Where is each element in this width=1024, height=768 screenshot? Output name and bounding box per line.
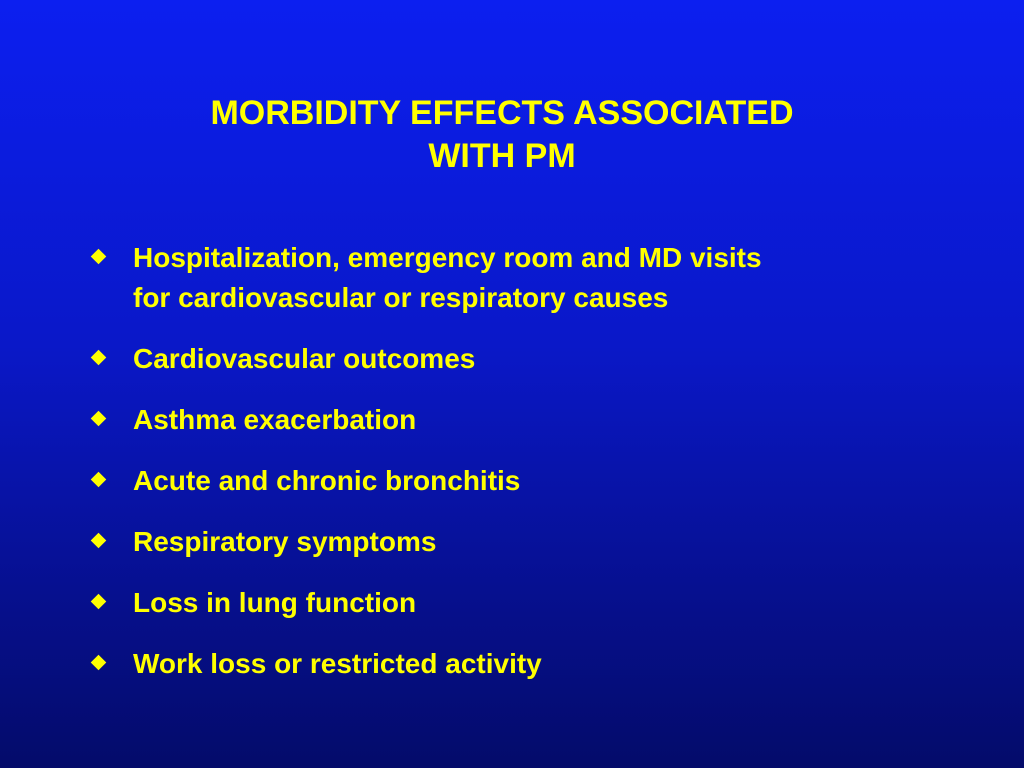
diamond-bullet-icon <box>91 533 107 549</box>
bullet-text-line: Asthma exacerbation <box>133 404 417 435</box>
bullet-item-asthma <box>88 400 948 440</box>
bullet-item-work-loss <box>88 644 948 684</box>
bullet-text-line: Cardiovascular outcomes <box>133 343 476 374</box>
diamond-bullet-icon <box>91 594 107 610</box>
diamond-bullet-icon <box>91 249 107 265</box>
bullet-text-line: for cardiovascular or respiratory causes <box>133 282 669 313</box>
bullet-item-respiratory-symptoms <box>88 522 948 562</box>
bullet-list <box>88 238 948 705</box>
bullet-text-line: Loss in lung function <box>133 587 417 618</box>
bullet-item-cardiovascular <box>88 339 948 379</box>
bullet-item-hospitalization <box>88 238 948 318</box>
slide-title-line-2: WITH PM <box>428 137 576 175</box>
bullet-text-line: Hospitalization, emergency room and MD visits <box>133 242 762 273</box>
bullet-text-line: Respiratory symptoms <box>133 526 437 557</box>
bullet-item-lung-function <box>88 583 948 623</box>
slide-title-line-1: MORBIDITY EFFECTS ASSOCIATED <box>210 94 794 132</box>
slide-title <box>100 92 904 178</box>
diamond-bullet-icon <box>91 472 107 488</box>
bullet-text-line: Acute and chronic bronchitis <box>133 465 521 496</box>
diamond-bullet-icon <box>91 350 107 366</box>
diamond-bullet-icon <box>91 655 107 671</box>
bullet-item-bronchitis <box>88 461 948 501</box>
bullet-text-line: Work loss or restricted activity <box>133 648 542 679</box>
diamond-bullet-icon <box>91 411 107 427</box>
